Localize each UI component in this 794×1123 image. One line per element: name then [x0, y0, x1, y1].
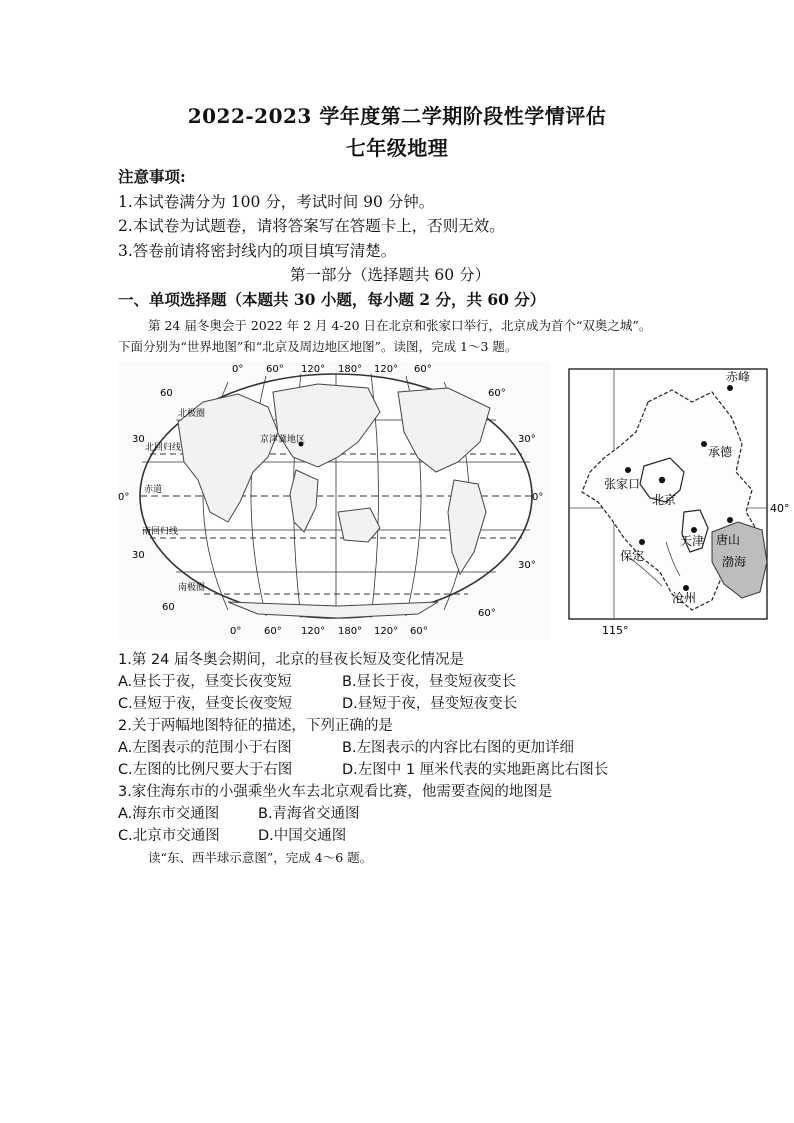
lon-label: 120° [374, 626, 399, 637]
city-label: 保定 [620, 549, 645, 563]
lat-label: 30 [132, 550, 145, 561]
lon-label: 60° [266, 364, 284, 375]
option-c[interactable]: C.昼短于夜，昼变长夜变短 [118, 696, 293, 712]
notice-item: 1.本试卷满分为 100 分，考试时间 90 分钟。 [118, 193, 435, 211]
sea-label: 渤海 [722, 555, 747, 569]
option-b[interactable]: B.青海省交通图 [258, 806, 360, 822]
city-label: 赤峰 [726, 370, 751, 384]
city-label: 承德 [708, 445, 733, 459]
lon-label: 60° [264, 626, 282, 637]
notice-item: 2.本试卷为试题卷，请将答案写在答题卡上，否则无效。 [118, 217, 505, 235]
option-c[interactable]: C.北京市交通图 [118, 828, 220, 844]
lon-label: 120° [301, 364, 326, 375]
lat-label: 0° [118, 492, 130, 503]
city-label: 天津 [680, 534, 705, 548]
equator-label: 赤道 [144, 485, 163, 495]
option-a[interactable]: A.海东市交通图 [118, 806, 220, 822]
lat-label: 0° [532, 492, 544, 503]
exam-subtitle: 七年级地理 [345, 136, 449, 160]
lon-label: 115° [602, 624, 629, 637]
question-stem: 2.关于两幅地图特征的描述，下列正确的是 [118, 718, 393, 734]
section-heading: 一、单项选择题（本题共 30 小题，每小题 2 分，共 60 分） [118, 290, 546, 309]
question-stem: 3.家住海东市的小强乘坐火车去北京观看比赛，他需要查阅的地图是 [118, 784, 553, 800]
lon-label: 0° [230, 626, 242, 637]
option-a[interactable]: A.昼长于夜，昼变长夜变短 [118, 674, 292, 690]
lon-label: 120° [374, 364, 399, 375]
arctic-label: 北回归线 [145, 443, 182, 453]
lat-label: 60° [488, 388, 506, 399]
lon-label: 60° [410, 626, 428, 637]
lat-label: 30 [132, 434, 145, 445]
lon-label: 0° [232, 364, 244, 375]
lat-label: 30° [518, 434, 536, 445]
option-d[interactable]: D.左图中 1 厘米代表的实地距离比右图长 [342, 762, 609, 778]
part-heading: 第一部分（选择题共 60 分） [290, 266, 491, 284]
city-label: 京津冀地区 [260, 435, 306, 445]
city-label: 唐山 [716, 533, 741, 547]
notice-item: 3.答卷前请将密封线内的项目填写清楚。 [118, 242, 397, 260]
capricorn-label: 南回归线 [142, 527, 179, 537]
lon-label: 120° [301, 626, 326, 637]
option-d[interactable]: D.昼短于夜，昼变短夜变长 [342, 696, 518, 712]
lon-label: 180° [338, 626, 363, 637]
lon-label: 60° [414, 364, 432, 375]
notice-heading: 注意事项: [118, 167, 186, 186]
intro-text: 第 24 届冬奥会于 2022 年 2 月 4-20 日在北京和张家口举行，北京成为首个“双奥之城”。 [148, 318, 652, 333]
option-a[interactable]: A.左图表示的范围小于右图 [118, 740, 292, 756]
exam-title: 2022-2023 学年度第二学期阶段性学情评估 [187, 104, 607, 128]
beijing-region-map [562, 362, 794, 640]
option-b[interactable]: B.左图表示的内容比右图的更加详细 [342, 740, 575, 756]
option-d[interactable]: D.中国交通图 [258, 828, 347, 844]
lat-label: 40° [770, 502, 790, 515]
city-label: 北京 [652, 493, 677, 507]
lat-label: 60° [478, 608, 496, 619]
city-label: 沧州 [672, 591, 697, 605]
option-b[interactable]: B.昼长于夜，昼变短夜变长 [342, 674, 517, 690]
lon-label: 180° [338, 364, 363, 375]
city-label: 张家口 [604, 477, 641, 491]
lat-label: 60 [160, 388, 173, 399]
lat-label: 60 [162, 602, 175, 613]
arctic-circle-label: 北极圈 [178, 409, 206, 419]
option-c[interactable]: C.左图的比例尺要大于右图 [118, 762, 293, 778]
intro-text: 下面分别为“世界地图”和“北京及周边地区地图”。读图，完成 1～3 题。 [118, 339, 518, 354]
antarctic-label: 南极圈 [178, 583, 206, 593]
lat-label: 30° [518, 560, 536, 571]
question-stem: 1.第 24 届冬奥会期间，北京的昼夜长短及变化情况是 [118, 652, 465, 668]
world-map [118, 362, 550, 640]
intro-text: 读“东、西半球示意图”，完成 4～6 题。 [148, 850, 373, 865]
